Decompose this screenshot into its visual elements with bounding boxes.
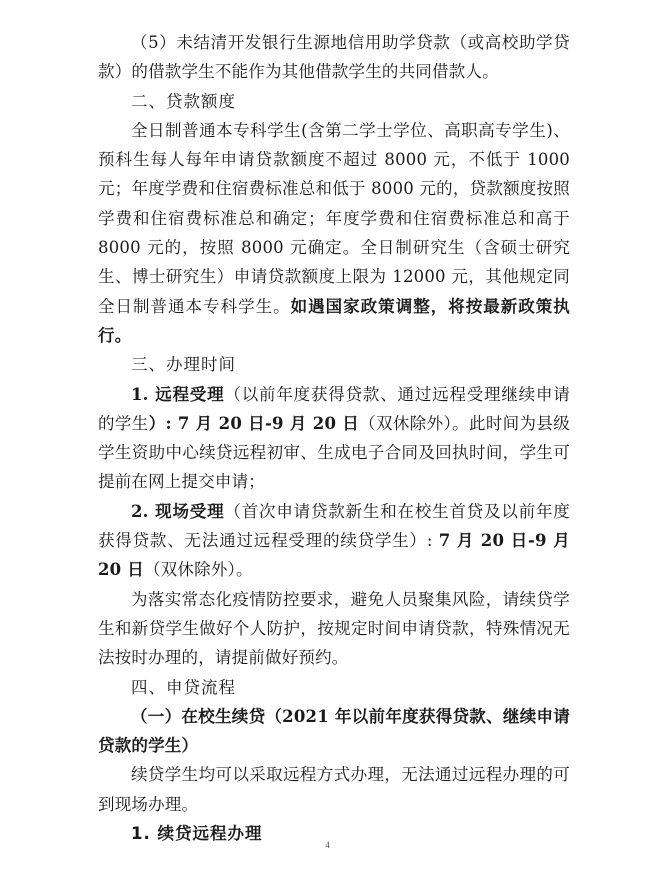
onsite-processing-label: 2. 现场受理 [131,501,225,521]
heading-loan-amount: 二、贷款额度 [131,91,236,111]
paragraph-co-borrower-rule: （5）未结清开发银行生源地信用助学贷款（或高校助学贷款）的借款学生不能作为其他借款学生的共同借款人。 [98,33,570,82]
heading-processing-time: 三、办理时间 [131,355,236,375]
remote-processing-scope: （以前年度获得贷款、通过远程受理继续申请的学生 [98,384,570,433]
paragraph-epidemic-prevention: 为落实常态化疫情防控要求，避免人员聚集风险，请续贷学生和新贷学生做好个人防护，按规定时间申请贷款，特殊情况无法按时办理的，请提前做好预约。 [98,589,570,668]
remote-processing-label: 1. 远程受理 [131,384,225,404]
page-number: 4 [325,840,330,850]
remote-processing-detail: （双休除外）。此时间为县级学生资助中心续贷远程初审、生成电子合同及回执时间，学生可提前在网上提交申请； [98,413,570,492]
paragraph-loan-amount [98,116,570,350]
policy-adjustment-note: 如遇国家政策调整，将按最新政策执行。 [98,296,570,345]
onsite-processing-dates: 7 月 20 日-9 月 20 日 [98,531,570,580]
onsite-processing-scope: （首次申请贷款新生和在校生首贷及以前年度获得贷款、无法通过远程受理的续贷学生）: [98,501,570,551]
onsite-processing-detail: （双休除外）。 [144,560,253,580]
paragraph-onsite-processing [98,497,570,585]
paragraph-remote-processing [98,380,570,497]
paragraph-renewal-methods: 续贷学生均可以采取远程方式办理，无法通过远程办理的可到现场办理。 [98,765,570,814]
remote-processing-dates: ）: 7 月 20 日-9 月 20 日 [148,413,360,433]
heading-remote-renewal: 1. 续贷远程办理 [131,824,263,844]
subheading-student-renewal: （一）在校生续贷（2021 年以前年度获得贷款、继续申请贷款的学生） [98,706,570,756]
loan-amount-text: 全日制普通本专科学生(含第二学士学位、高职高专学生)、预科生每人每年申请贷款额度不超过 8000 元，不低于 1000 元；年度学费和住宿费标准总和低于 8000 元的，贷款额度按照学费和住宿费标准总和确定；年度学费和住宿费标准总和高于 8000 元的，按照 8000 元确定。全日制研究生（含硕士研究生、博士研究生）申请贷款额度上限为 12000 元，其他规定同全日制普通本专科学生。 [98,120,570,316]
heading-application-process: 四、申贷流程 [131,677,236,697]
document-page [98,28,570,848]
